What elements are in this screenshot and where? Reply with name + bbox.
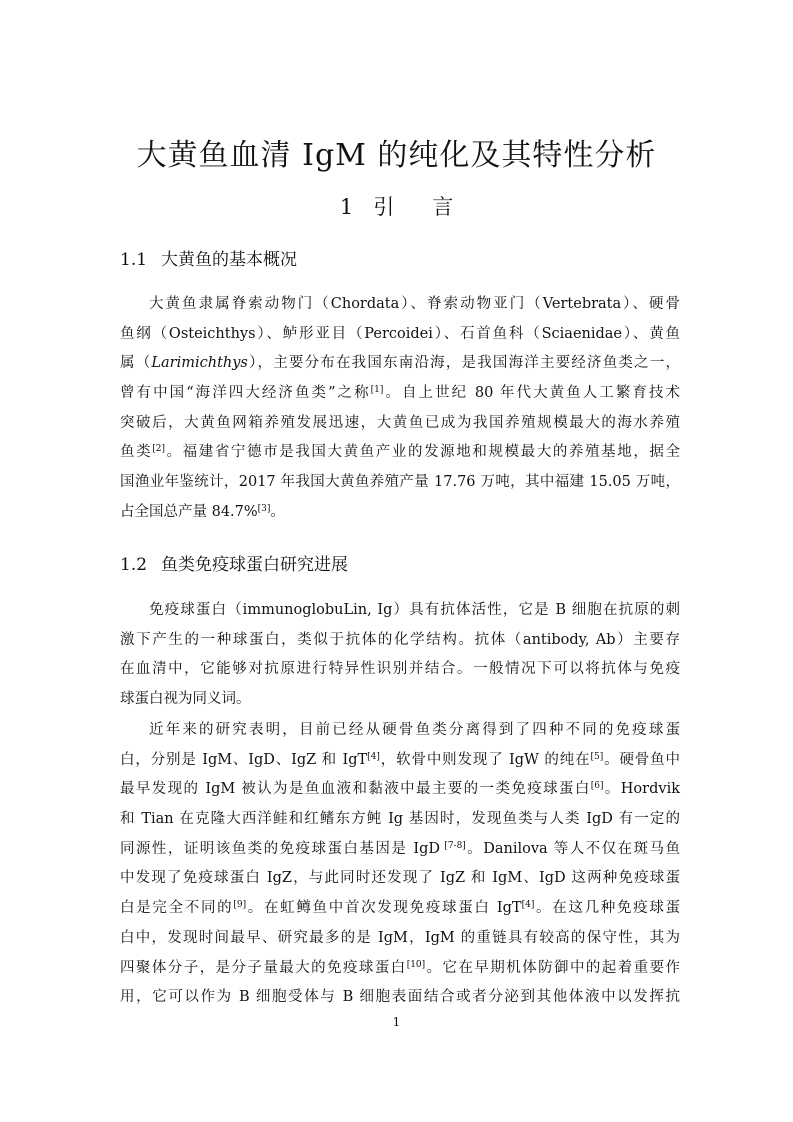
paragraph-line: 白，分别是 IgM、IgD、IgZ 和 IgT[4]，软骨中则发现了 IgW 的纯在[5]。硬骨鱼中 [120, 751, 680, 768]
paragraph-line: 占全国总产量 84.7%[3]。 [120, 503, 285, 520]
paragraph-line: 属（Larimichthys），主要分布在我国东南沿海，是我国海洋主要经济鱼类之一， [120, 355, 681, 372]
paragraph-line: 用，它可以作为 B 细胞受体与 B 细胞表面结合或者分泌到其他体液中以发挥抗 [120, 989, 680, 1006]
paragraph-line: 鱼纲（Osteichthys）、鲈形亚目（Percoidei）、石首鱼科（Sciaenidae）、黄鱼 [120, 325, 680, 342]
paragraph-line: 近年来的研究表明，目前已经从硬骨鱼类分离得到了四种不同的免疫球蛋 [149, 722, 680, 738]
paragraph-2 [120, 596, 680, 715]
chapter-title-char-2: 言 [432, 195, 454, 219]
paragraph-line: 国渔业年鉴统计，2017 年我国大黄鱼养殖产量 17.76 万吨，其中福建 15.05 万吨， [120, 474, 680, 491]
paragraph-1 [120, 290, 680, 528]
section-heading-1-1 [120, 245, 297, 270]
paragraph-line: 同源性，证明该鱼类的免疫球蛋白基因是 IgD [7-8]。Danilova 等人不仅在斑马鱼 [120, 840, 680, 857]
paper-title: 大黄鱼血清 IgM 的纯化及其特性分析 [136, 138, 657, 173]
section-number: 1.2 [120, 555, 148, 575]
section-title: 鱼类免疫球蛋白研究进展 [161, 555, 349, 575]
chapter-title-char-1: 引 [373, 195, 395, 219]
paragraph-line: 最早发现的 IgM 被认为是鱼血液和黏液中最主要的一类免疫球蛋白[6]。Hordvik [120, 781, 680, 798]
genus-name: Larimichthys [151, 355, 248, 372]
section-heading-1-2 [120, 550, 348, 575]
citation: [6] [590, 781, 604, 792]
page-number: 1 [392, 1015, 401, 1029]
paragraph-line: 曾有中国“海洋四大经济鱼类”之称[1]。自上世纪 80 年代大黄鱼人工繁育技术 [120, 385, 681, 402]
paragraph-line: 激下产生的一种球蛋白，类似于抗体的化学结构。抗体（antibody, Ab）主要存 [120, 631, 680, 648]
paragraph-3 [120, 716, 680, 1013]
paragraph-line: 免疫球蛋白（immunoglobuLin, Ig）具有抗体活性，它是 B 细胞在抗原的刺 [149, 602, 680, 618]
paragraph-line: 白中，发现时间最早、研究最多的是 IgM，IgM 的重链具有较高的保守性，其为 [120, 929, 680, 946]
section-title: 大黄鱼的基本概况 [161, 250, 298, 270]
paragraph-line: 和 Tian 在克隆大西洋鲑和红鳍东方鲀 Ig 基因时，发现鱼类与人类 IgD 有一定的 [120, 811, 680, 828]
citation: [3] [257, 503, 271, 514]
paragraph-line: 中发现了免疫球蛋白 IgZ，与此同时还发现了 IgZ 和 IgM、IgD 这两种免疫球蛋 [120, 870, 680, 887]
citation: [2] [152, 444, 165, 455]
citation: [7-8] [439, 840, 466, 851]
chapter-heading [0, 191, 793, 221]
citation: [4] [521, 900, 535, 911]
section-number: 1.1 [120, 250, 148, 270]
paragraph-line: 突破后，大黄鱼网箱养殖发展迅速，大黄鱼已成为我国养殖规模最大的海水养殖 [120, 414, 680, 431]
citation: [9] [233, 900, 247, 911]
paragraph-line: 在血清中，它能够对抗原进行特异性识别并结合。一般情况下可以将抗体与免疫 [120, 661, 680, 678]
paragraph-line: 四聚体分子，是分子量最大的免疫球蛋白[10]。它在早期机体防御中的起着重要作 [120, 959, 681, 976]
citation: [4] [367, 751, 380, 762]
citation: [5] [590, 751, 604, 762]
paragraph-line: 大黄鱼隶属脊索动物门（Chordata）、脊索动物亚门（Vertebrata）、硬骨 [149, 296, 680, 312]
paragraph-line: 白是完全不同的[9]。在虹鳟鱼中首次发现免疫球蛋白 IgT[4]。在这几种免疫球蛋 [120, 900, 681, 917]
paragraph-line: 鱼类[2]。福建省宁德市是我国大黄鱼产业的发源地和规模最大的养殖基地，据全 [120, 444, 681, 461]
paragraph-line: 球蛋白视为同义词。 [120, 691, 251, 708]
chapter-number: 1 [339, 195, 354, 219]
citation: [10] [406, 959, 426, 970]
citation: [1] [370, 385, 384, 396]
